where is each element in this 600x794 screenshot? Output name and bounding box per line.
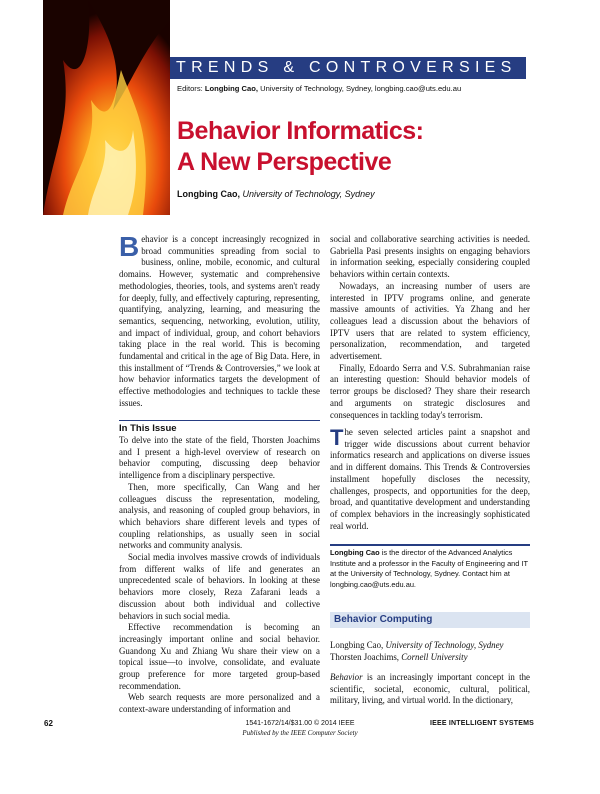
- paragraph: Then, more specifically, Can Wang and her colleagues discuss the representation, modeling, analysis, and reasoning of coupled group behaviors, in which behaviors share different levels and types of coupling relationships, as usually seen in social networks and community analysis.: [119, 481, 320, 551]
- bio-rule: [330, 544, 530, 546]
- paragraph: Finally, Edoardo Serra and V.S. Subrahmanian raise an interesting question: Should behavior models of terror groups be disclosed? They share their research and arguments on strategic disclosures and consequences in tackling today's terrorism.: [330, 362, 530, 420]
- article-title-line1: Behavior Informatics:: [177, 117, 424, 145]
- article-byline: [177, 189, 375, 199]
- journal-name: IEEE INTELLIGENT SYSTEMS: [430, 720, 534, 727]
- editor-name: Longbing Cao,: [204, 84, 259, 93]
- paragraph: To delve into the state of the field, Thorsten Joachims and I present a high-level overview of research on behavior computing, discussing deep behavior intelligence from a disciplinary perspective.: [119, 435, 320, 481]
- issn-line: 1541-1672/14/$31.00 © 2014 IEEE: [245, 720, 355, 727]
- section-box: [330, 612, 530, 628]
- paragraph: Nowadays, an increasing number of users are interested in IPTV programs online, and generate massive amounts of activities. Ya Zhang and her colleagues lead a discussion about the behaviors of IPTV users that are related to system efficiency, personalization, recommendation, and targeted advertisement.: [330, 280, 530, 362]
- dropcap: B: [119, 231, 140, 262]
- paragraph: Social media involves massive crowds of individuals from different walks of life and generates an unprecedented scale of behaviors. In looking at these behaviors more closely, Reza Zafarani leads a discussion about both individual and collective behaviors in such social media.: [119, 552, 320, 621]
- intro-text: Behavior is a concept increasingly recognized in broad communities spreading from social to business, online, mobile, economic, and cultural domains. However, systematic and comprehensive methodologies, theories, tools, and systems aren't ready for deeply, fully, and effectively capturing, representing, quantifying, analyzing, learning, and measuring the semantics, sequencing, networking, evolution, utility, and impact of individual, group, and cohort behaviors taking place in the real world. This is becoming fundamental and critical in the age of Big Data. Here, in this installment of “Trends & Controversies,” we look at how behavior informatics targets the development of effective methodologies and techniques to tackle these issues.: [119, 231, 320, 408]
- dropcap: T: [330, 425, 344, 450]
- section-rule: [119, 420, 320, 421]
- section-banner: [170, 57, 526, 79]
- byline-author: Longbing Cao,: [177, 189, 240, 199]
- byline-affiliation: University of Technology, Sydney: [242, 189, 375, 199]
- paragraph: Web search requests are more personalized and a context-aware understanding of information and: [119, 692, 320, 715]
- editors-line: Editors: Longbing Cao, University of Technology, Sydney, longbing.cao@uts.edu.au: [177, 84, 462, 93]
- fire-image: [43, 0, 170, 215]
- banner-title: TRENDS & CONTROVERSIES: [176, 59, 517, 76]
- paragraph: social and collaborative searching activities is needed. Gabriella Pasi presents insights on engaging behaviors in information seeking, especially considering coupled behaviors within certain contexts.: [330, 234, 530, 280]
- behavior-computing-text: Behavior is an increasingly important concept in the scientific, societal, economic, cultural, political, military, living, and virtual world. In the dictionary,: [330, 672, 530, 706]
- section-heading: In This Issue: [119, 423, 177, 434]
- bio-name: Longbing Cao: [330, 548, 380, 557]
- section-box-title: Behavior Computing: [334, 614, 433, 625]
- author-bio: Longbing Cao is the director of the Advanced Analytics Institute and a professor in the Faculty of Engineering and IT at the University of Technology, Sydney. Contact him at longbing.cao@uts.edu.au.: [330, 548, 528, 589]
- publisher-line: Published by the IEEE Computer Society: [242, 729, 358, 737]
- page-number: 62: [44, 719, 53, 728]
- column2-top: [330, 234, 530, 421]
- in-this-issue: [119, 423, 320, 716]
- section-authors: Longbing Cao, University of Technology, Sydney Thorsten Joachims, Cornell University: [330, 640, 504, 662]
- column2-summary: The seven selected articles paint a snapshot and trigger wide discussions about current behavior informatics research and applications on diverse issues and in different domains. This Trends & Controversies installment hopefully discloses the necessity, challenges, prospects, and opportunities for the deep, broad, and quantitative development and understanding of complex behaviors in the increasingly sophisticated real world.: [330, 425, 530, 531]
- paragraph: Effective recommendation is becoming an increasingly important online and social behavior. Guandong Xu and Zhiang Wu share their view on a topical issue—to involve, consolidate, and evaluate group preference for more targeted group-based recommendation.: [119, 622, 320, 691]
- article-title-line2: A New Perspective: [177, 148, 392, 176]
